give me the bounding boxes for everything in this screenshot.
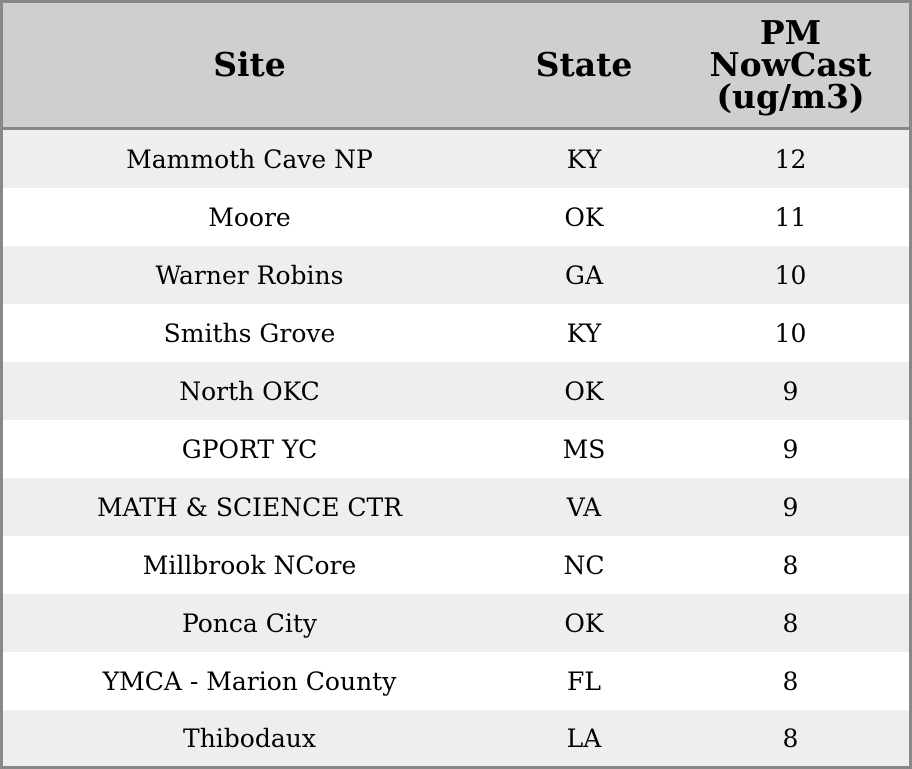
cell-state: OK: [496, 188, 672, 246]
cell-site: YMCA - Marion County: [3, 652, 496, 710]
cell-pm: 12: [672, 129, 909, 189]
cell-site: North OKC: [3, 362, 496, 420]
cell-site: Moore: [3, 188, 496, 246]
cell-pm: 11: [672, 188, 909, 246]
table-row: [3, 478, 909, 536]
cell-site: Smiths Grove: [3, 304, 496, 362]
cell-site: Mammoth Cave NP: [3, 129, 496, 189]
table-row: [3, 420, 909, 478]
table-row: [3, 246, 909, 304]
table-row: [3, 304, 909, 362]
cell-site: Millbrook NCore: [3, 536, 496, 594]
cell-state: LA: [496, 710, 672, 766]
header-site: Site: [3, 3, 496, 129]
table-row: [3, 129, 909, 189]
cell-state: KY: [496, 304, 672, 362]
cell-pm: 8: [672, 594, 909, 652]
cell-state: VA: [496, 478, 672, 536]
cell-site: GPORT YC: [3, 420, 496, 478]
cell-state: OK: [496, 362, 672, 420]
table-row: [3, 652, 909, 710]
header-pm-line3: (ug/m3): [716, 77, 865, 116]
cell-state: GA: [496, 246, 672, 304]
cell-pm: 9: [672, 420, 909, 478]
table-row: [3, 594, 909, 652]
cell-pm: 8: [672, 536, 909, 594]
table-header: [3, 3, 909, 129]
header-pm-line2: NowCast: [709, 45, 872, 84]
cell-pm: 9: [672, 362, 909, 420]
cell-state: MS: [496, 420, 672, 478]
header-state: State: [496, 3, 672, 129]
cell-site: Thibodaux: [3, 710, 496, 766]
cell-pm: 10: [672, 304, 909, 362]
table-body: [3, 129, 909, 767]
cell-state: KY: [496, 129, 672, 189]
header-pm-line1: PM: [759, 13, 822, 52]
cell-pm: 8: [672, 710, 909, 766]
cell-site: MATH & SCIENCE CTR: [3, 478, 496, 536]
cell-pm: 9: [672, 478, 909, 536]
cell-pm: 8: [672, 652, 909, 710]
table-row: [3, 362, 909, 420]
cell-pm: 10: [672, 246, 909, 304]
pm-nowcast-table: [3, 3, 909, 766]
cell-site: Warner Robins: [3, 246, 496, 304]
table-row: [3, 188, 909, 246]
table-row: [3, 710, 909, 766]
cell-state: FL: [496, 652, 672, 710]
cell-state: NC: [496, 536, 672, 594]
header-pm-nowcast: [672, 3, 909, 129]
table-row: [3, 536, 909, 594]
header-row: [3, 3, 909, 129]
cell-site: Ponca City: [3, 594, 496, 652]
cell-state: OK: [496, 594, 672, 652]
